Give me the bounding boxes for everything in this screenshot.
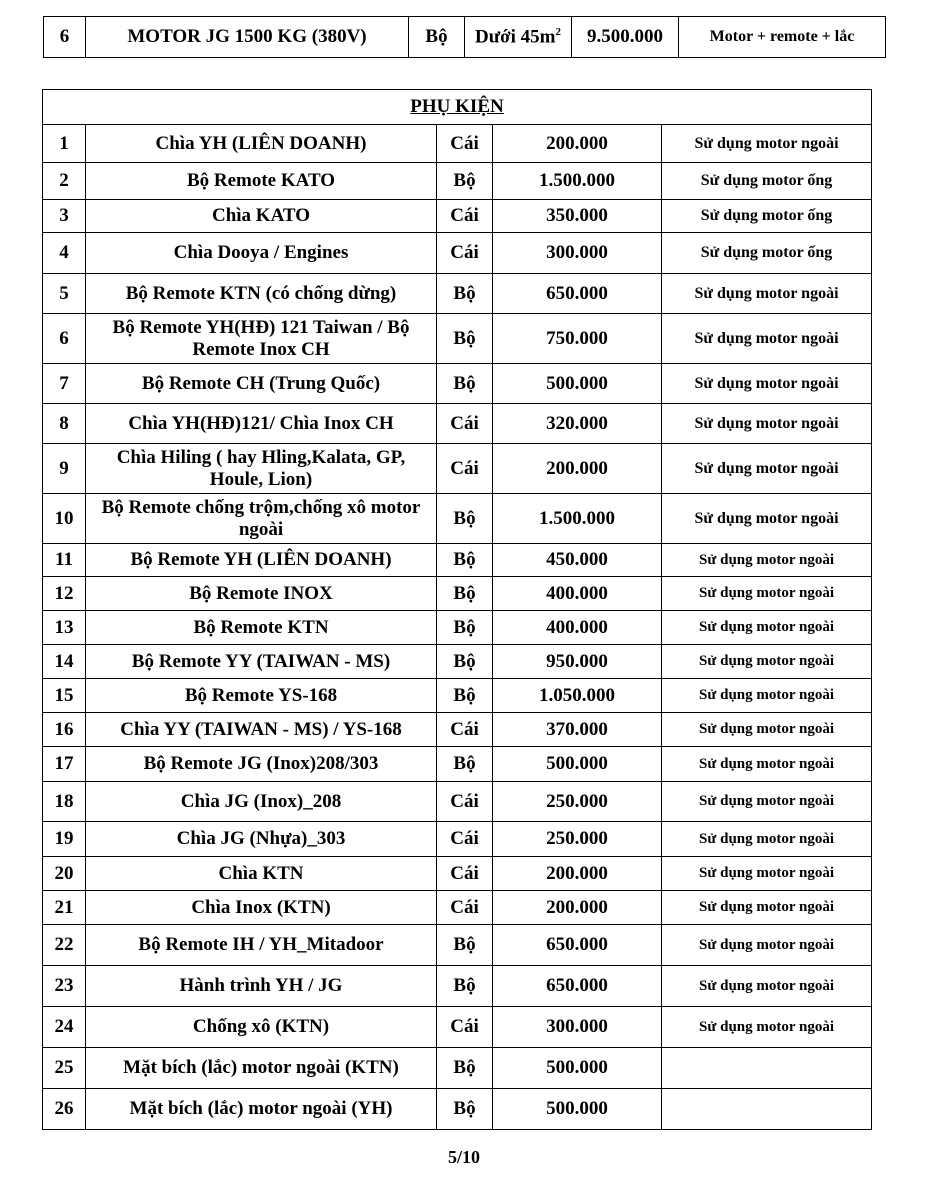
table-row: [43, 200, 872, 233]
note: Sử dụng motor ngoài: [662, 747, 872, 782]
price: 200.000: [493, 891, 662, 925]
price: 300.000: [493, 1007, 662, 1048]
unit: Bộ: [437, 966, 493, 1007]
unit: Bộ: [437, 314, 493, 364]
table-row: [43, 577, 872, 611]
row-number: 2: [43, 163, 86, 200]
note: [662, 1048, 872, 1089]
price: 400.000: [493, 611, 662, 645]
row-number: 22: [43, 925, 86, 966]
product-name: MOTOR JG 1500 KG (380V): [86, 17, 409, 58]
row-number: 21: [43, 891, 86, 925]
table-row: [43, 444, 872, 494]
price: 200.000: [493, 857, 662, 891]
motor-table: [43, 16, 886, 58]
note: Sử dụng motor ngoài: [662, 404, 872, 444]
unit: Bộ: [437, 163, 493, 200]
row-number: 15: [43, 679, 86, 713]
price: 370.000: [493, 713, 662, 747]
price: 500.000: [493, 1048, 662, 1089]
table-row: [43, 782, 872, 822]
table-row: [43, 163, 872, 200]
unit: Bộ: [437, 274, 493, 314]
price: 200.000: [493, 444, 662, 494]
unit: Bộ: [437, 1048, 493, 1089]
row-number: 19: [43, 822, 86, 857]
unit: Cái: [437, 404, 493, 444]
product-name: Bộ Remote YH (LIÊN DOANH): [86, 544, 437, 577]
unit: Bộ: [437, 611, 493, 645]
note: [662, 1089, 872, 1130]
row-number: 6: [44, 17, 86, 58]
product-name: Mặt bích (lắc) motor ngoài (KTN): [86, 1048, 437, 1089]
product-name: Chống xô (KTN): [86, 1007, 437, 1048]
unit: Cái: [437, 782, 493, 822]
product-name: Bộ Remote KTN (có chống dừng): [86, 274, 437, 314]
price: 500.000: [493, 364, 662, 404]
product-name: Chìa JG (Inox)_208: [86, 782, 437, 822]
note: Sử dụng motor ngoài: [662, 1007, 872, 1048]
product-name: Bộ Remote JG (Inox)208/303: [86, 747, 437, 782]
row-number: 4: [43, 233, 86, 274]
note: Sử dụng motor ngoài: [662, 925, 872, 966]
price: 500.000: [493, 747, 662, 782]
table-row: [43, 494, 872, 544]
area: [465, 17, 572, 58]
row-number: 11: [43, 544, 86, 577]
table-row: [43, 274, 872, 314]
unit: Bộ: [437, 679, 493, 713]
section-header-row: [43, 90, 872, 125]
price: 320.000: [493, 404, 662, 444]
row-number: 12: [43, 577, 86, 611]
note: Sử dụng motor ngoài: [662, 577, 872, 611]
unit: Bộ: [437, 494, 493, 544]
table-row: [43, 1089, 872, 1130]
note: Sử dụng motor ngoài: [662, 611, 872, 645]
note: Sử dụng motor ngoài: [662, 364, 872, 404]
product-name: Chìa YH (LIÊN DOANH): [86, 125, 437, 163]
table-row: [43, 125, 872, 163]
unit: Cái: [437, 1007, 493, 1048]
price: 250.000: [493, 782, 662, 822]
area-superscript: 2: [555, 26, 561, 39]
product-name: Bộ Remote YS-168: [86, 679, 437, 713]
product-name: Chìa Hiling ( hay Hling,Kalata, GP, Houle, Lion): [86, 444, 437, 494]
unit: Cái: [437, 233, 493, 274]
price: 650.000: [493, 966, 662, 1007]
row-number: 1: [43, 125, 86, 163]
unit: Cái: [437, 891, 493, 925]
row-number: 23: [43, 966, 86, 1007]
product-name: Bộ Remote YY (TAIWAN - MS): [86, 645, 437, 679]
product-name: Bộ Remote KATO: [86, 163, 437, 200]
table-row: [43, 822, 872, 857]
unit: Cái: [437, 125, 493, 163]
price: 250.000: [493, 822, 662, 857]
product-name: Bộ Remote INOX: [86, 577, 437, 611]
price: 750.000: [493, 314, 662, 364]
table-row: [44, 17, 886, 58]
table-row: [43, 747, 872, 782]
page-number: 5/10: [447, 1147, 480, 1167]
unit: Bộ: [437, 577, 493, 611]
price: 9.500.000: [572, 17, 679, 58]
product-name: Hành trình YH / JG: [86, 966, 437, 1007]
note: Sử dụng motor ngoài: [662, 645, 872, 679]
unit: Bộ: [437, 544, 493, 577]
note: Sử dụng motor ngoài: [662, 822, 872, 857]
table-row: [43, 857, 872, 891]
note: Sử dụng motor ngoài: [662, 544, 872, 577]
row-number: 14: [43, 645, 86, 679]
unit: Bộ: [409, 17, 465, 58]
price: 300.000: [493, 233, 662, 274]
row-number: 24: [43, 1007, 86, 1048]
accessories-table: [42, 89, 872, 1130]
row-number: 17: [43, 747, 86, 782]
note: Sử dụng motor ngoài: [662, 314, 872, 364]
unit: Cái: [437, 857, 493, 891]
table-row: [43, 404, 872, 444]
note: Sử dụng motor ngoài: [662, 782, 872, 822]
price: 1.500.000: [493, 494, 662, 544]
note: Sử dụng motor ngoài: [662, 444, 872, 494]
unit: Cái: [437, 200, 493, 233]
note: Sử dụng motor ngoài: [662, 713, 872, 747]
price: 1.500.000: [493, 163, 662, 200]
price: 400.000: [493, 577, 662, 611]
table-row: [43, 1048, 872, 1089]
row-number: 7: [43, 364, 86, 404]
area-text: Dưới 45m: [475, 26, 556, 48]
row-number: 20: [43, 857, 86, 891]
price: 350.000: [493, 200, 662, 233]
product-name: Bộ Remote IH / YH_Mitadoor: [86, 925, 437, 966]
product-name: Chìa JG (Nhựa)_303: [86, 822, 437, 857]
note: Sử dụng motor ống: [662, 163, 872, 200]
row-number: 8: [43, 404, 86, 444]
product-name: Chìa Dooya / Engines: [86, 233, 437, 274]
table-row: [43, 544, 872, 577]
table-row: [43, 645, 872, 679]
unit: Bộ: [437, 645, 493, 679]
table-row: [43, 966, 872, 1007]
note: Sử dụng motor ngoài: [662, 891, 872, 925]
product-name: Chìa Inox (KTN): [86, 891, 437, 925]
row-number: 16: [43, 713, 86, 747]
row-number: 13: [43, 611, 86, 645]
price: 650.000: [493, 925, 662, 966]
row-number: 5: [43, 274, 86, 314]
price: 450.000: [493, 544, 662, 577]
table-row: [43, 611, 872, 645]
product-name: Mặt bích (lắc) motor ngoài (YH): [86, 1089, 437, 1130]
unit: Cái: [437, 713, 493, 747]
row-number: 10: [43, 494, 86, 544]
row-number: 6: [43, 314, 86, 364]
price: 950.000: [493, 645, 662, 679]
row-number: 18: [43, 782, 86, 822]
unit: Bộ: [437, 747, 493, 782]
row-number: 26: [43, 1089, 86, 1130]
note: Sử dụng motor ngoài: [662, 274, 872, 314]
product-name: Bộ Remote KTN: [86, 611, 437, 645]
note: Sử dụng motor ngoài: [662, 857, 872, 891]
row-number: 25: [43, 1048, 86, 1089]
row-number: 3: [43, 200, 86, 233]
product-name: Bộ Remote CH (Trung Quốc): [86, 364, 437, 404]
note: Sử dụng motor ống: [662, 233, 872, 274]
note: Sử dụng motor ngoài: [662, 494, 872, 544]
price: 1.050.000: [493, 679, 662, 713]
section-title: PHỤ KIỆN: [43, 90, 872, 125]
row-number: 9: [43, 444, 86, 494]
note: Sử dụng motor ống: [662, 200, 872, 233]
note: Sử dụng motor ngoài: [662, 125, 872, 163]
price: 500.000: [493, 1089, 662, 1130]
unit: Bộ: [437, 1089, 493, 1130]
price: 650.000: [493, 274, 662, 314]
product-name: Bộ Remote chống trộm,chống xô motor ngoài: [86, 494, 437, 544]
table-row: [43, 1007, 872, 1048]
table-row: [43, 314, 872, 364]
unit: Bộ: [437, 364, 493, 404]
note: Sử dụng motor ngoài: [662, 966, 872, 1007]
table-row: [43, 233, 872, 274]
table-row: [43, 925, 872, 966]
product-name: Chìa KATO: [86, 200, 437, 233]
note: Motor + remote + lắc: [679, 17, 886, 58]
product-name: Chìa KTN: [86, 857, 437, 891]
table-row: [43, 364, 872, 404]
table-row: [43, 891, 872, 925]
table-row: [43, 679, 872, 713]
product-name: Bộ Remote YH(HĐ) 121 Taiwan / Bộ Remote Inox CH: [86, 314, 437, 364]
unit: Cái: [437, 822, 493, 857]
price: 200.000: [493, 125, 662, 163]
product-name: Chìa YY (TAIWAN - MS) / YS-168: [86, 713, 437, 747]
unit: Bộ: [437, 925, 493, 966]
note: Sử dụng motor ngoài: [662, 679, 872, 713]
unit: Cái: [437, 444, 493, 494]
product-name: Chìa YH(HĐ)121/ Chìa Inox CH: [86, 404, 437, 444]
table-row: [43, 713, 872, 747]
